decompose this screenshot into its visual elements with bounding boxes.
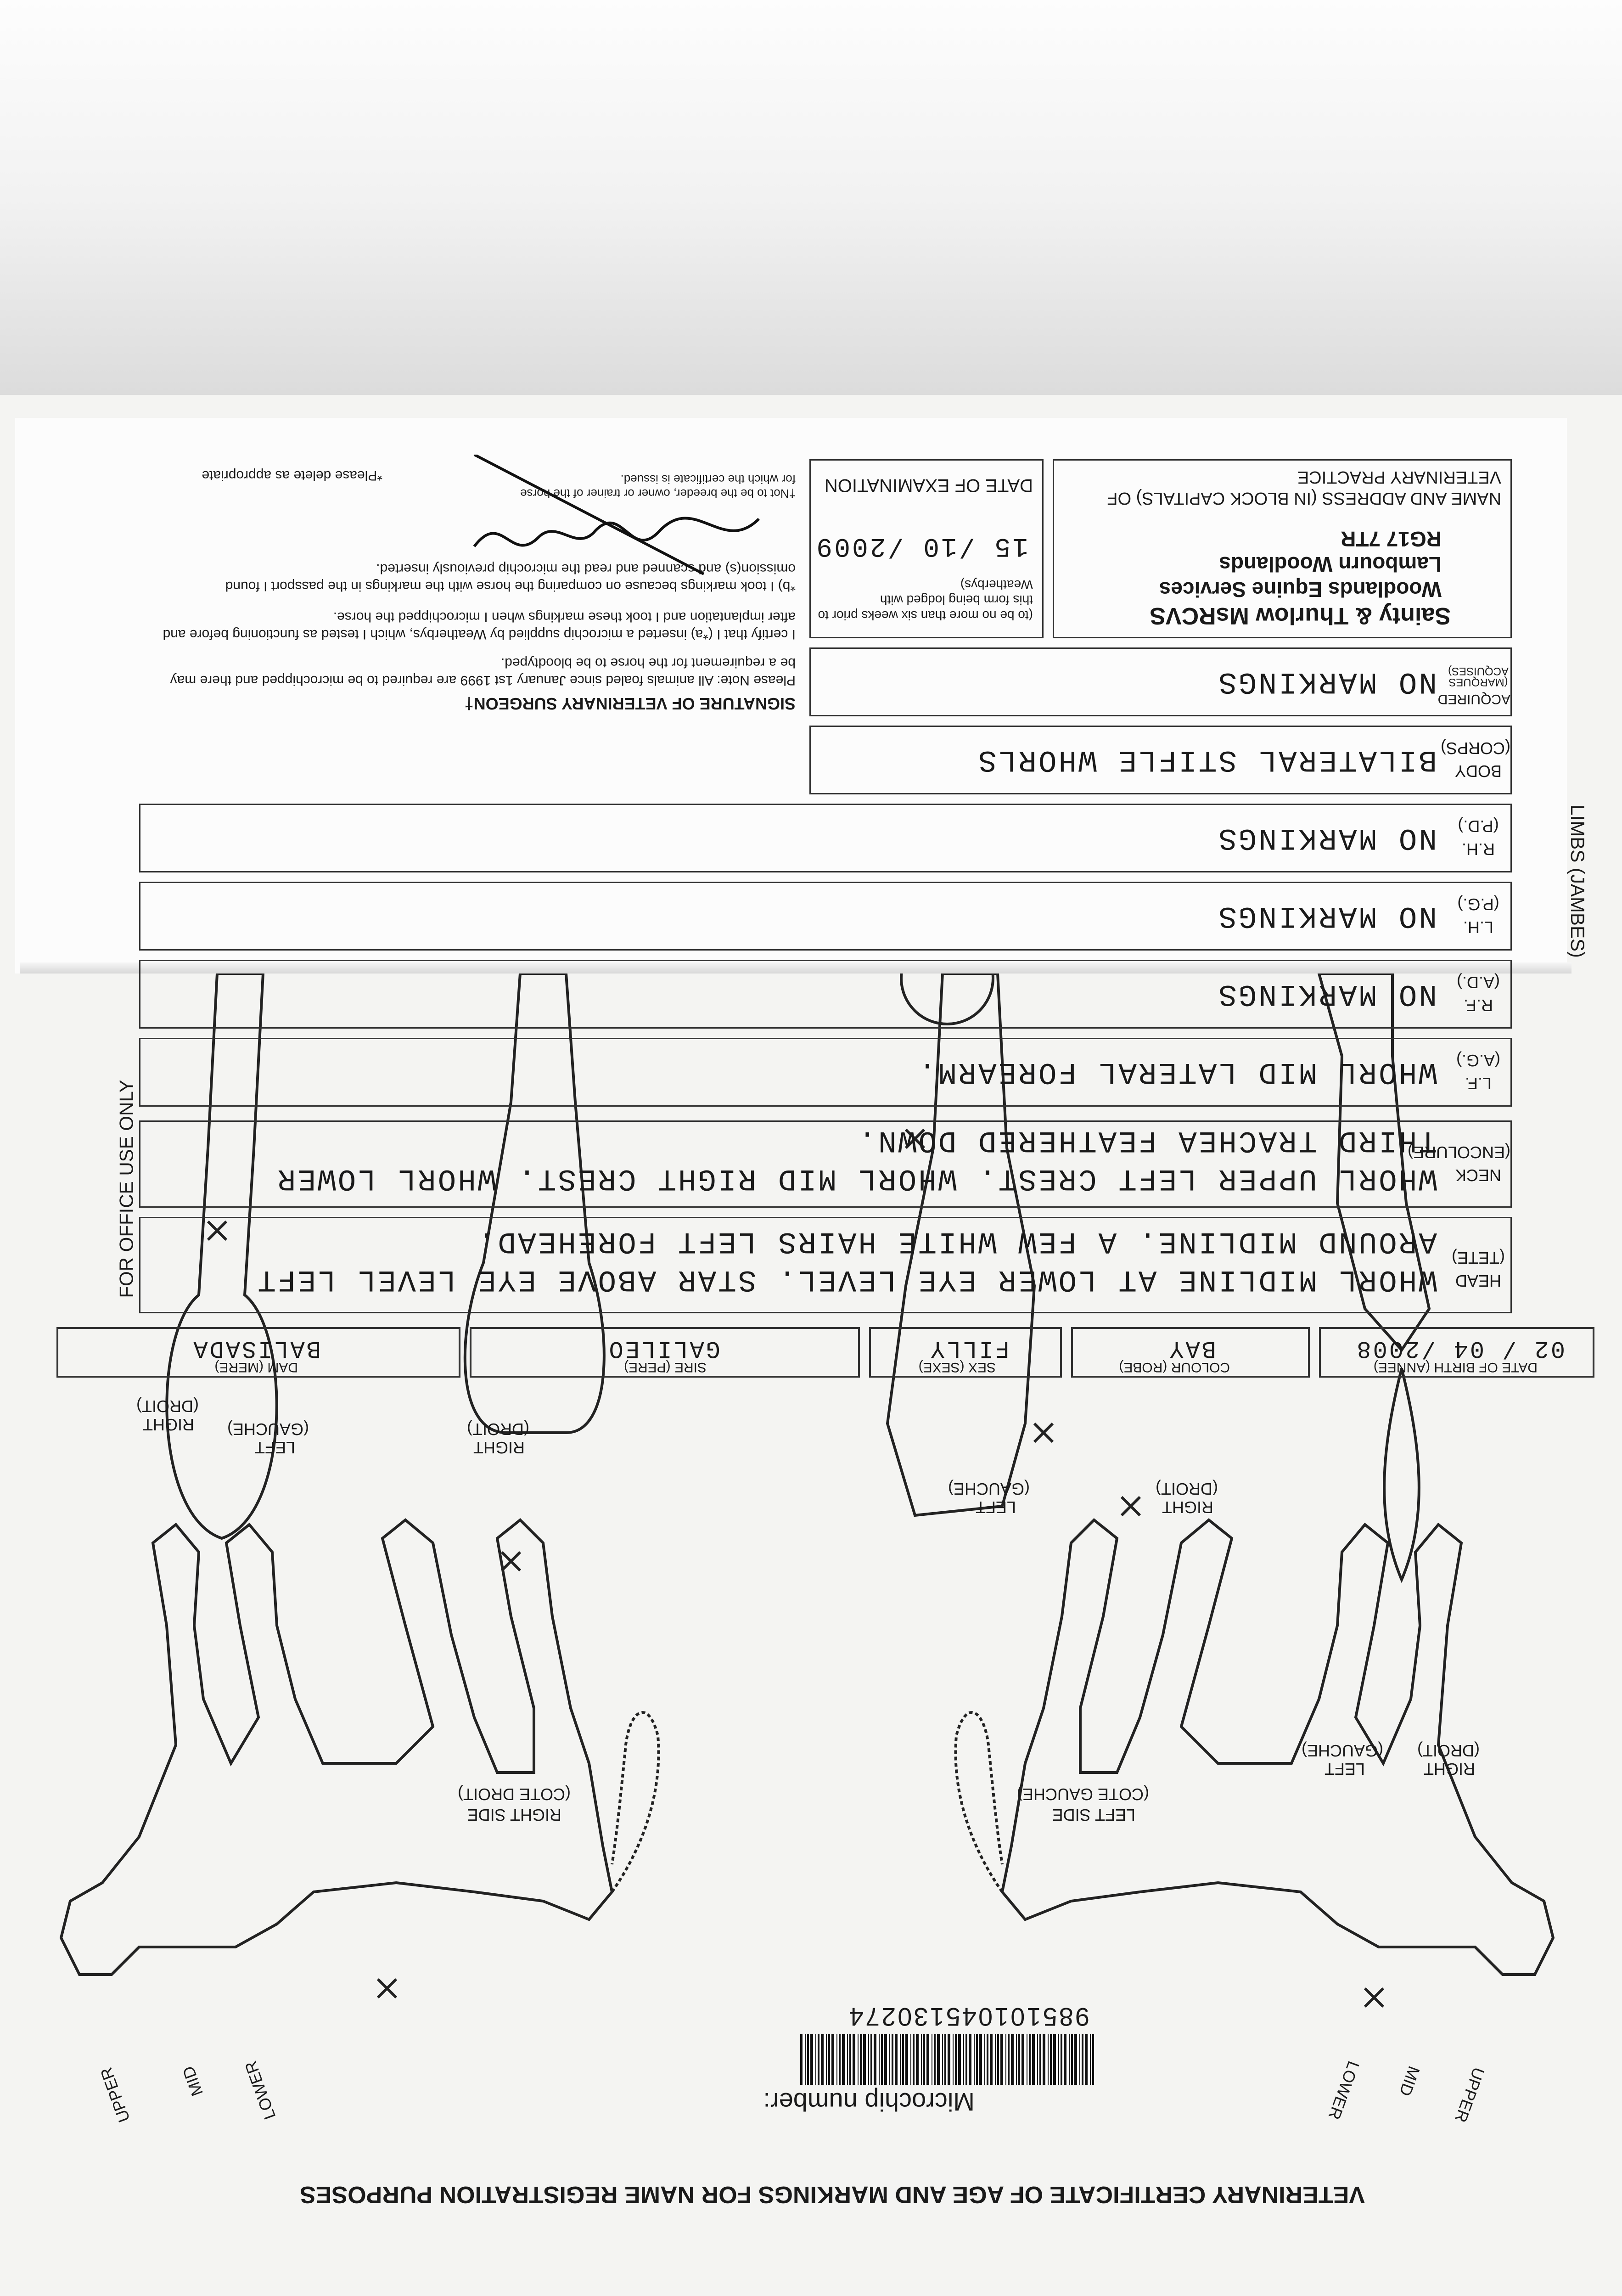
rf-label: R.F. xyxy=(1464,996,1493,1015)
mid-label: MID xyxy=(178,2064,207,2099)
right-side-horse-tail xyxy=(612,1712,659,1892)
left-side-label: LEFT SIDE xyxy=(1052,1806,1135,1824)
neck-text: WHORL UPPER LEFT CREST. WHORL MID RIGHT CREST. WHORL LOWER THIRD TRACHEA FEATHERED DOWN. xyxy=(275,1123,1437,1196)
right-fr-label: (DROIT) xyxy=(1417,1741,1480,1760)
body-label: BODY xyxy=(1454,762,1502,781)
microchip-number: 985101045130274 xyxy=(847,2003,1089,2032)
dob-label: DATE OF BIRTH (ANNEE) xyxy=(1373,1360,1538,1375)
right-side-fr-label: (COTE DROIT) xyxy=(458,1785,571,1804)
exam-date: 15 /10 /2009 xyxy=(814,531,1028,561)
marking-row-rf xyxy=(139,960,1512,1029)
rh-label: R.H. xyxy=(1462,840,1495,859)
marking-row-lh xyxy=(139,882,1512,951)
left-fr-label: (GAUCHE) xyxy=(948,1480,1030,1498)
marking-row-acquired xyxy=(809,647,1512,716)
whorl-mark xyxy=(502,1552,520,1570)
lh-label: L.H. xyxy=(1463,918,1494,937)
lower-label: LOWER xyxy=(241,2059,280,2122)
marking-row-neck xyxy=(139,1120,1512,1208)
lh-fr-label: (P.G.) xyxy=(1457,895,1499,914)
head-label: HEAD xyxy=(1455,1272,1502,1290)
left-label: LEFT xyxy=(1324,1760,1365,1778)
lf-fr-label: (A.G.) xyxy=(1456,1051,1500,1070)
right-fr-label: (DROIT) xyxy=(1156,1480,1218,1498)
right-label: RIGHT xyxy=(1424,1760,1475,1778)
marking-row-head xyxy=(139,1217,1512,1313)
rf-text: NO MARKINGS xyxy=(1217,977,1437,1011)
sex-label: SEX (SEXE) xyxy=(918,1360,996,1375)
signature-block xyxy=(148,455,796,712)
please-note: Please Note: All animals foaled since January 1st 1999 are required to be microchipped and there may be a requirement for the horse to be bloodtyped. xyxy=(170,655,796,688)
sire-label: SIRE (PERE) xyxy=(623,1360,707,1375)
lh-text: NO MARKINGS xyxy=(1217,899,1437,933)
marking-row-rh xyxy=(139,804,1512,872)
sire-value: GALILEO xyxy=(607,1335,720,1362)
head-fr-label: (TETE) xyxy=(1452,1249,1505,1267)
exam-label: DATE OF EXAMINATION xyxy=(824,475,1033,495)
upper-label: UPPER xyxy=(96,2065,134,2125)
sex-box xyxy=(869,1327,1062,1378)
colour-label: COLOUR (ROBE) xyxy=(1119,1360,1230,1375)
neck-fr-label: (ENCOLURE) xyxy=(1407,1143,1510,1162)
whorl-mark xyxy=(1034,1424,1053,1442)
practice-label: NAME AND ADDRESS (IN BLOCK CAPITALS) OF VETERINARY PRACTICE xyxy=(1107,467,1501,508)
right-side-horse-outline xyxy=(61,1520,612,1975)
right-label: RIGHT xyxy=(473,1438,525,1457)
whorl-mark xyxy=(1122,1497,1140,1515)
colour-box xyxy=(1071,1327,1310,1378)
exam-box xyxy=(809,459,1044,638)
right-fr-label: (DROIT) xyxy=(136,1397,199,1416)
certificate-title: VETERINARY CERTIFICATE OF AGE AND MARKINGS FOR NAME REGISTRATION PURPOSES xyxy=(300,2181,1365,2208)
dob-value: 02 / 04 /2008 xyxy=(1355,1335,1565,1362)
microchip-label: Microchip number: xyxy=(763,2088,975,2116)
signature-footnote: †Not to be the breeder, owner or trainer of the horse for which the certificate is issued. xyxy=(520,472,796,501)
left-side-horse-tail xyxy=(955,1712,1002,1892)
whorl-mark xyxy=(1365,1988,1383,2007)
rf-fr-label: (A.D.) xyxy=(1457,973,1500,992)
acquired-fr-label: (MARQUES ACQUISES) xyxy=(1448,665,1509,688)
rh-fr-label: (P.D.) xyxy=(1458,817,1499,836)
head-text: WHORL MIDLINE AT LOWER EYE LEVEL. STAR ABOVE EYE LEVEL LEFT AROUND MIDLINE. A FEW WHITE HAIRS LEFT FOREHEAD. xyxy=(256,1224,1437,1297)
left-fr-label: (GAUCHE) xyxy=(1302,1741,1383,1760)
practice-line-2: Woodlands Equine Services xyxy=(1159,578,1442,602)
right-label: RIGHT xyxy=(1162,1498,1213,1517)
neck-label: NECK xyxy=(1455,1166,1502,1185)
dob-box xyxy=(1319,1327,1594,1378)
left-fr-label: (GAUCHE) xyxy=(227,1420,309,1439)
certify-text: I certify that I (*a) inserted a microchip supplied by Weatherbys, which I tested as functioning before and after implantation and I took these markings when I microchipped the horse. xyxy=(163,609,796,642)
option-b-text: *b) I took markings because on comparing the horse with the markings in the passport I found omission(s) and scanned and read the microchip previously inserted. xyxy=(225,561,796,594)
delete-note: *Please delete as appropriate xyxy=(202,468,382,483)
practice-box xyxy=(1053,459,1512,638)
body-fr-label: (CORPS) xyxy=(1441,739,1510,758)
practice-line-3: Lambourn Woodlands xyxy=(1219,552,1442,576)
right-label: RIGHT xyxy=(143,1415,194,1434)
whorl-mark xyxy=(378,1979,396,1998)
dam-box xyxy=(56,1327,460,1378)
lf-label: L.F. xyxy=(1465,1074,1492,1093)
sex-value: FILLY xyxy=(928,1335,1010,1362)
acquired-text: NO MARKINGS xyxy=(1217,664,1437,699)
left-label: LEFT xyxy=(254,1438,295,1457)
signature-heading: SIGNATURE OF VETERINARY SURGEON† xyxy=(464,694,796,713)
practice-line-1: Sainty & Thurlow MsRCVS xyxy=(1150,602,1451,629)
limbs-label: LIMBS (JAMBES) xyxy=(1567,805,1589,958)
rh-text: NO MARKINGS xyxy=(1217,821,1437,855)
marking-row-body xyxy=(809,726,1512,794)
upper-label: UPPER xyxy=(1451,2065,1488,2125)
dam-label: DAM (MERE) xyxy=(214,1360,298,1375)
marking-row-lf xyxy=(139,1038,1512,1107)
lower-label: LOWER xyxy=(1325,2059,1364,2122)
sire-box xyxy=(470,1327,860,1378)
right-fr-label: (DROIT) xyxy=(467,1420,529,1439)
mid-label: MID xyxy=(1395,2064,1424,2099)
right-side-label: RIGHT SIDE xyxy=(467,1806,561,1824)
lf-text: WHORL MID LATERAL FOREARM. xyxy=(916,1055,1437,1089)
exam-note: (to be no more than six weeks prior to this form being lodged with Weatherbys) xyxy=(818,577,1033,623)
office-use-label: FOR OFFICE USE ONLY xyxy=(115,1080,137,1298)
practice-line-4: RG17 7TR xyxy=(1341,527,1442,551)
body-text: BILATERAL STIFLE WHORLS xyxy=(977,743,1437,777)
dam-value: BALISADA xyxy=(191,1335,321,1362)
colour-value: BAY xyxy=(1167,1335,1216,1362)
left-side-fr-label: (COTE GAUCHE) xyxy=(1017,1785,1149,1804)
acquired-label: ACQUIRED xyxy=(1437,692,1510,707)
front-view-head xyxy=(1384,1368,1419,1580)
left-label: LEFT xyxy=(975,1498,1016,1517)
